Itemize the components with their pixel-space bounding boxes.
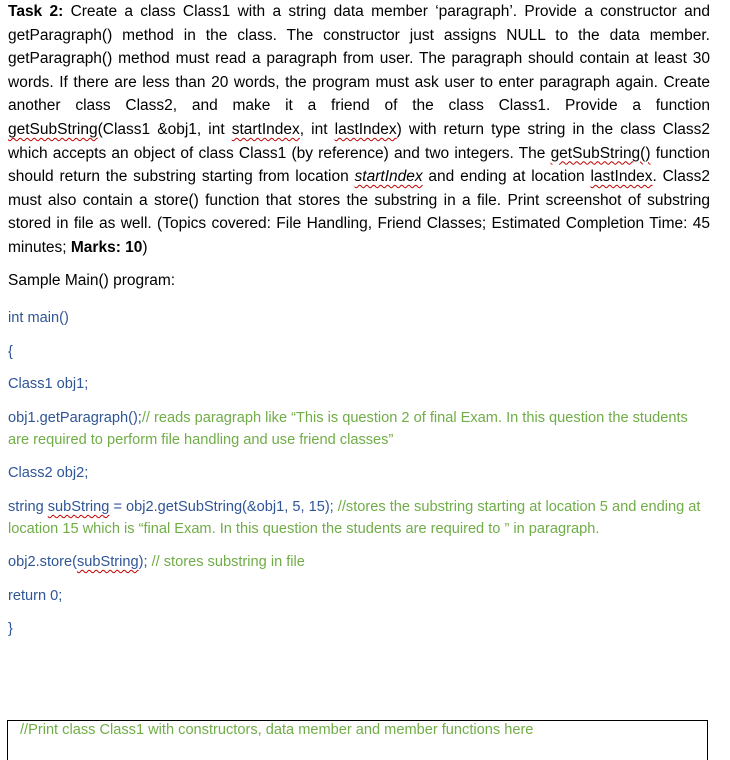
task-description (8, 0, 710, 260)
task-label: Task 2: (8, 3, 64, 20)
code-comment: // reads paragraph like “This is question 2 of final Exam. In this question the students are required to perform file handling and use friend classes” (8, 410, 688, 448)
task-text: Create a class Class1 with a string data member ‘paragraph’. Provide a constructor and getParagraph() method in the class. The constructor just assigns NULL to the data member. getParagraph() method must read a paragraph from user. The paragraph should contain at least 30 words. If there are less than 20 words, the program must ask user to enter paragraph again. Create another class Class2, and make it a friend of the class Class1. Provide a function (8, 3, 710, 115)
code-line-getsubstring (8, 496, 712, 540)
code-line-close-brace: } (8, 621, 13, 637)
code-text: obj1.getParagraph(); (8, 410, 142, 426)
code-comment: // stores substring in file (151, 554, 305, 570)
task-text: function should return the substring starting from location (8, 144, 710, 186)
sample-main-label: Sample Main() program: (8, 272, 176, 289)
code-comment: //stores the substring starting at location 5 and ending at location 15 which is “final Exam. In this question the students are required to ” in paragraph. (8, 499, 701, 537)
spell-flag-getsubstring2: getSubString() (550, 144, 651, 162)
spell-flag-substring2: subString (76, 554, 139, 570)
spell-flag-lastindex2: lastIndex (590, 168, 653, 186)
code-text: obj2.store( (8, 554, 77, 570)
code-text: ); (138, 554, 152, 570)
task-text: . Class2 must also contain a store() function that stores the substring in a file. Print screenshot of substring stored in file as well. (Topics covered: File Handling, Friend Classes; Estimated Completion Time: 45 minutes; (8, 168, 710, 256)
spell-flag-startindex: startIndex (231, 120, 300, 138)
code-line-class2-decl: Class2 obj2; (8, 465, 89, 481)
code-line-int-main: int main() (8, 310, 69, 326)
task-text: , int (299, 120, 335, 138)
marks: Marks: 10 (70, 238, 143, 256)
code-line-class1-decl: Class1 obj1; (8, 376, 89, 392)
task-text: ) (142, 238, 148, 256)
answer-box[interactable] (7, 720, 708, 760)
spell-flag-getsubstring: getSubString (8, 120, 98, 138)
code-line-return: return 0; (8, 588, 63, 604)
spell-flag-lastindex: lastIndex (334, 120, 397, 138)
spell-flag-substring: subString (47, 499, 110, 515)
answer-box-comment: //Print class Class1 with constructors, data member and member functions here (20, 722, 534, 738)
code-line-store (8, 551, 712, 573)
code-text: string (8, 499, 48, 515)
spell-flag-startindex2: startIndex (354, 168, 423, 186)
task-text: (Class1 &obj1, int (97, 120, 232, 138)
task-text: ) with return type string in the class Class2 which accepts an object of class Class1 (by reference) and two integers. The (8, 120, 711, 162)
code-text: = obj2.getSubString(&obj1, 5, 15); (109, 499, 338, 515)
task-text: and ending at location (422, 168, 591, 186)
code-line-getparagraph (8, 407, 712, 451)
code-line-open-brace: { (8, 344, 13, 360)
